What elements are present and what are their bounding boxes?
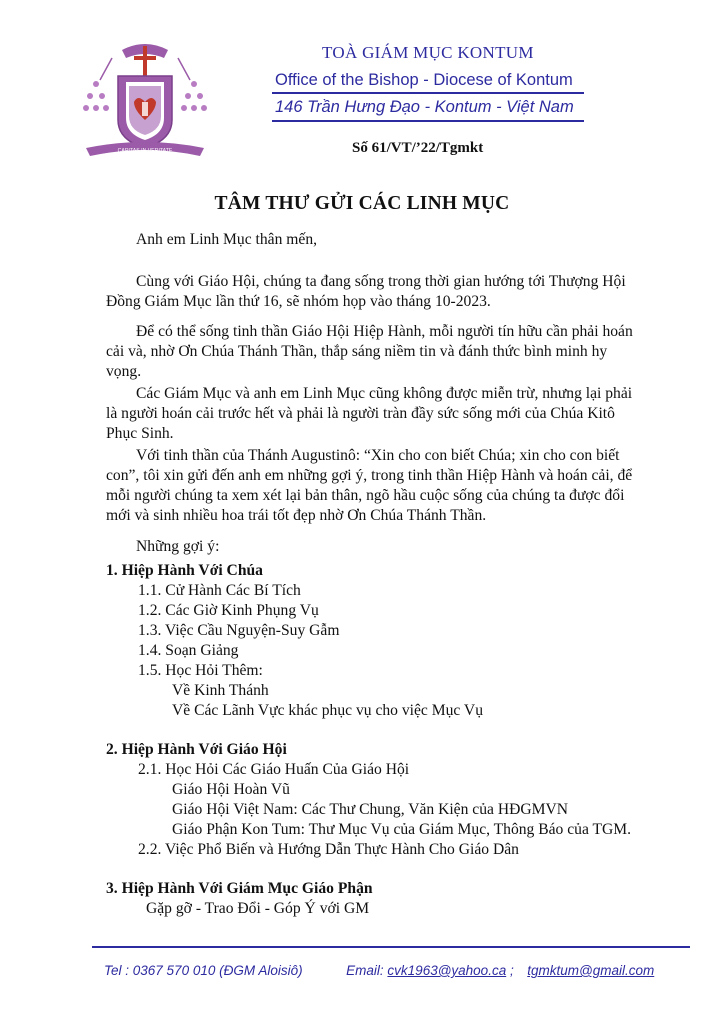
- email-link-2[interactable]: tgmktum@gmail.com: [527, 963, 655, 978]
- paragraph-4: Với tinh thần của Thánh Augustinô: “Xin cho con biết Chúa; xin cho con biết con”, tôi xin gửi đến anh em những gợi ý, trong tinh thần Hiệp Hành và hoán cải, để mỗi người chúng ta xem xét lại bản thân, ngõ hầu cuộc sống của chúng ta được đổi mới và sinh nhiều hoa trái tốt đẹp nhờ Ơn Chúa Thánh Thần.: [106, 447, 633, 524]
- footer-email-label: Email:: [346, 963, 384, 978]
- sub-list-item: Giáo Hội Việt Nam: Các Thư Chung, Văn Kiện của HĐGMVN: [172, 801, 569, 818]
- office-name: Office of the Bishop - Diocese of Kontum: [275, 71, 573, 89]
- sub-list-item: Giáo Hội Hoàn Vũ: [172, 781, 290, 798]
- suggestions-intro: Những gợi ý:: [136, 538, 220, 555]
- list-item: 2.1. Học Hỏi Các Giáo Huấn Của Giáo Hội: [138, 761, 410, 778]
- footer-phone: Tel : 0367 570 010 (ĐGM Aloisiô): [104, 963, 303, 978]
- crest-motto: CARITAS IN VERITATE: [117, 148, 173, 154]
- org-name: TOÀ GIÁM MỤC KONTUM: [322, 43, 534, 62]
- section-heading: 2. Hiệp Hành Với Giáo Hội: [106, 741, 287, 758]
- paragraph-1: Cùng với Giáo Hội, chúng ta đang sống trong thời gian hướng tới Thượng Hội Đồng Giám Mục lần thứ 16, sẽ nhóm họp vào tháng 10-2023.: [106, 273, 626, 310]
- list-item: 2.2. Việc Phổ Biến và Hướng Dẫn Thực Hành Cho Giáo Dân: [138, 841, 519, 858]
- list-item: 1.2. Các Giờ Kinh Phụng Vụ: [138, 602, 319, 619]
- diocese-crest-logo: [82, 36, 208, 162]
- email-link-1[interactable]: cvk1963@yahoo.ca: [387, 963, 507, 978]
- section-heading: 3. Hiệp Hành Với Giám Mục Giáo Phận: [106, 880, 373, 897]
- paragraph-2: Để có thể sống tinh thần Giáo Hội Hiệp Hành, mỗi người tín hữu cần phải hoán cải và, nhờ Ơn Chúa Thánh Thần, thắp sáng niềm tin và đánh thức bình minh hy vọng.: [106, 323, 633, 380]
- list-item: 1.5. Học Hỏi Thêm:: [138, 662, 263, 679]
- list-item: 1.4. Soạn Giảng: [138, 642, 239, 659]
- salutation: Anh em Linh Mục thân mến,: [136, 231, 318, 248]
- list-item: 1.1. Cử Hành Các Bí Tích: [138, 582, 301, 599]
- section-heading: 1. Hiệp Hành Với Chúa: [106, 562, 263, 579]
- header-divider: [272, 120, 584, 122]
- header-divider: [272, 92, 584, 94]
- document-title: TÂM THƯ GỬI CÁC LINH MỤC: [214, 193, 510, 214]
- sub-list-item: Về Kinh Thánh: [172, 682, 269, 699]
- footer-divider: [92, 946, 690, 948]
- list-item: 1.3. Việc Cầu Nguyện-Suy Gẫm: [138, 622, 340, 639]
- sub-list-item: Về Các Lãnh Vực khác phục vụ cho việc Mục Vụ: [172, 702, 483, 719]
- list-item: Gặp gỡ - Trao Đổi - Góp Ý với GM: [146, 900, 370, 917]
- sub-list-item: Giáo Phận Kon Tum: Thư Mục Vụ của Giám Mục, Thông Báo của TGM.: [172, 821, 632, 838]
- office-address: 146 Trần Hưng Đạo - Kontum - Việt Nam: [275, 98, 574, 116]
- reference-number: Số 61/VT/’22/Tgmkt: [352, 140, 484, 156]
- footer-separator: ;: [509, 963, 514, 978]
- footer-contact: [104, 963, 654, 978]
- paragraph-3: Các Giám Mục và anh em Linh Mục cũng không được miễn trừ, nhưng lại phải là người hoán cải trước hết và phải là người tràn đầy sức sống mới của Chúa Kitô Phục Sinh.: [106, 385, 633, 442]
